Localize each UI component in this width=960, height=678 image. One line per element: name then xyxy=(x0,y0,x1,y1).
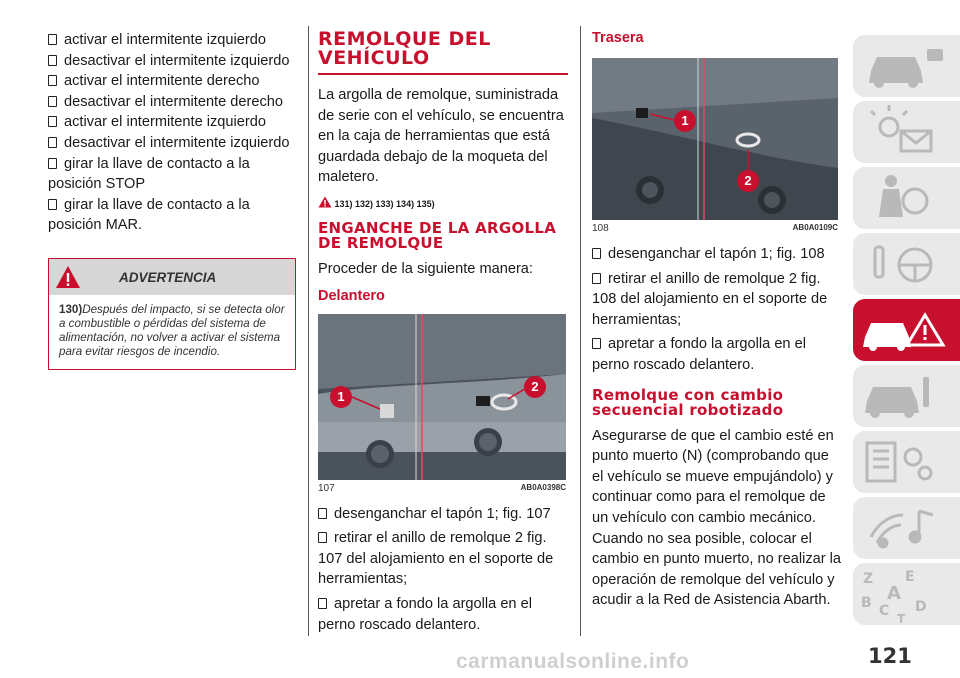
figure-107 xyxy=(318,314,566,480)
left-column xyxy=(48,30,296,370)
svg-text:Z: Z xyxy=(863,571,874,587)
sidebar-tab-car-dashboard[interactable] xyxy=(853,35,960,97)
proceed-text: Proceder de la siguiente manera: xyxy=(318,260,533,277)
subsection-title: Remolque con cambio secuencial robotizado xyxy=(592,385,784,419)
intro-paragraph: La argolla de remolque, suministrada de serie con el vehículo, se encuentra en la caja de herramientas que está guardada debajo de la moqueta del maletero. xyxy=(318,87,564,186)
sidebar-tab-emergency[interactable] xyxy=(853,299,960,361)
list-item: desactivar el intermitente izquierdo xyxy=(48,51,296,72)
right-column xyxy=(592,30,842,611)
warning-title: ADVERTENCIA xyxy=(119,269,217,285)
list-item: girar la llave de contacto a la posición STOP xyxy=(48,155,250,193)
column-divider xyxy=(580,26,581,636)
warning-box xyxy=(48,258,296,370)
steering-wheel-icon xyxy=(853,233,960,295)
specs-gear-icon xyxy=(853,431,960,493)
figure-108 xyxy=(592,58,838,220)
list-item: apretar a fondo la argolla en el perno roscado delantero. xyxy=(318,595,532,633)
watermark: carmanualsonline.info xyxy=(456,650,690,673)
sidebar-tab-specs[interactable] xyxy=(853,431,960,493)
svg-text:B: B xyxy=(861,595,872,611)
callout-1: 1 xyxy=(330,386,352,408)
svg-text:A: A xyxy=(887,583,901,604)
warning-text: 130)Después del impacto, si se detecta olor a combustible o pérdidas del sistema de alimentación, no volver a activar el sistema para evitar riesgos de incendio. xyxy=(59,302,285,358)
figure-number: 107 xyxy=(318,482,335,494)
list-item: desenganchar el tapón 1; fig. 107 xyxy=(318,504,568,525)
checkbox-bullet-icon xyxy=(592,248,601,259)
list-item: desactivar el intermitente derecho xyxy=(48,92,296,113)
car-dashboard-icon xyxy=(853,35,960,97)
figure-code: AB0A0398C xyxy=(520,482,566,492)
sidebar-tab-steering-wheel[interactable] xyxy=(853,233,960,295)
callout-2: 2 xyxy=(524,376,546,398)
rear-label: Trasera xyxy=(592,30,644,46)
column-divider xyxy=(308,26,309,636)
checkbox-bullet-icon xyxy=(48,137,57,148)
sidebar-tab-seatbelt-airbag[interactable] xyxy=(853,167,960,229)
list-item: desenganchar el tapón 1; fig. 108 xyxy=(592,244,842,265)
section-title: REMOLQUE DEL VEHÍCULO xyxy=(318,28,491,69)
warning-triangle-icon xyxy=(55,265,81,289)
svg-text:D: D xyxy=(915,599,927,615)
figure-caption xyxy=(592,223,838,234)
emergency-car-icon xyxy=(853,299,960,361)
list-item: retirar el anillo de remolque 2 fig. 107 del alojamiento en el soporte de herramientas; xyxy=(318,530,554,588)
svg-text:T: T xyxy=(897,612,906,625)
figure-number: 108 xyxy=(592,223,609,234)
car-maintenance-icon xyxy=(853,365,960,427)
checkbox-bullet-icon xyxy=(48,199,57,210)
warning-refs: 131) 132) 133) 134) 135) xyxy=(318,196,568,209)
figure-code: AB0A0109C xyxy=(792,223,838,232)
checkbox-bullet-icon xyxy=(592,273,601,284)
checkbox-bullet-icon xyxy=(592,338,601,349)
multimedia-icon xyxy=(853,497,960,559)
checkbox-bullet-icon xyxy=(48,96,57,107)
list-item: apretar a fondo la argolla en el perno roscado delantero. xyxy=(592,336,806,373)
sidebar-tab-car-maintenance[interactable] xyxy=(853,365,960,427)
callout-2: 2 xyxy=(737,170,759,192)
list-item: activar el intermitente izquierdo xyxy=(48,30,296,51)
sidebar-tab-multimedia[interactable] xyxy=(853,497,960,559)
front-label: Delantero xyxy=(318,287,385,304)
warning-triangle-icon xyxy=(318,196,332,208)
list-item: girar la llave de contacto a la posición MAR. xyxy=(48,196,250,234)
checkbox-bullet-icon xyxy=(48,158,57,169)
checkbox-bullet-icon xyxy=(48,34,57,45)
body-paragraph: Asegurarse de que el cambio esté en punto muerto (N) (comprobando que el vehículo se mueve empujándolo) y continuar como para el remolque de un vehículo con cambio mecánico. Cuando no sea posible, colocar el cambio en punto muerto, no realizar la operación de remolque del vehículo y acudir a la Red de Asistencia Abarth. xyxy=(592,427,842,609)
svg-text:E: E xyxy=(905,569,915,585)
page-number: 121 xyxy=(868,644,912,668)
checkbox-bullet-icon xyxy=(48,75,57,86)
list-item: desactivar el intermitente izquierdo xyxy=(48,133,296,154)
sidebar-tab-index[interactable] xyxy=(853,563,960,625)
figure-caption xyxy=(318,483,566,494)
sidebar-tab-warning-lights[interactable] xyxy=(853,101,960,163)
checkbox-bullet-icon xyxy=(48,55,57,66)
svg-text:C: C xyxy=(879,603,890,619)
warning-header xyxy=(49,259,295,295)
rear-bumper-illustration xyxy=(592,58,838,220)
callout-1: 1 xyxy=(674,110,696,132)
list-item: activar el intermitente izquierdo xyxy=(48,112,296,133)
index-letters-icon xyxy=(853,563,960,625)
checkbox-bullet-icon xyxy=(318,532,327,543)
checkbox-bullet-icon xyxy=(318,598,327,609)
seatbelt-airbag-icon xyxy=(853,167,960,229)
list-item: retirar el anillo de remolque 2 fig. 108 del alojamiento en el soporte de herramientas; xyxy=(592,270,828,328)
checkbox-bullet-icon xyxy=(48,116,57,127)
warning-lights-icon xyxy=(853,101,960,163)
list-item: activar el intermitente derecho xyxy=(48,71,296,92)
subsection-title: ENGANCHE DE LA ARGOLLA DE REMOLQUE xyxy=(318,218,557,252)
middle-column xyxy=(318,30,568,635)
checkbox-bullet-icon xyxy=(318,508,327,519)
title-rule xyxy=(318,73,568,75)
